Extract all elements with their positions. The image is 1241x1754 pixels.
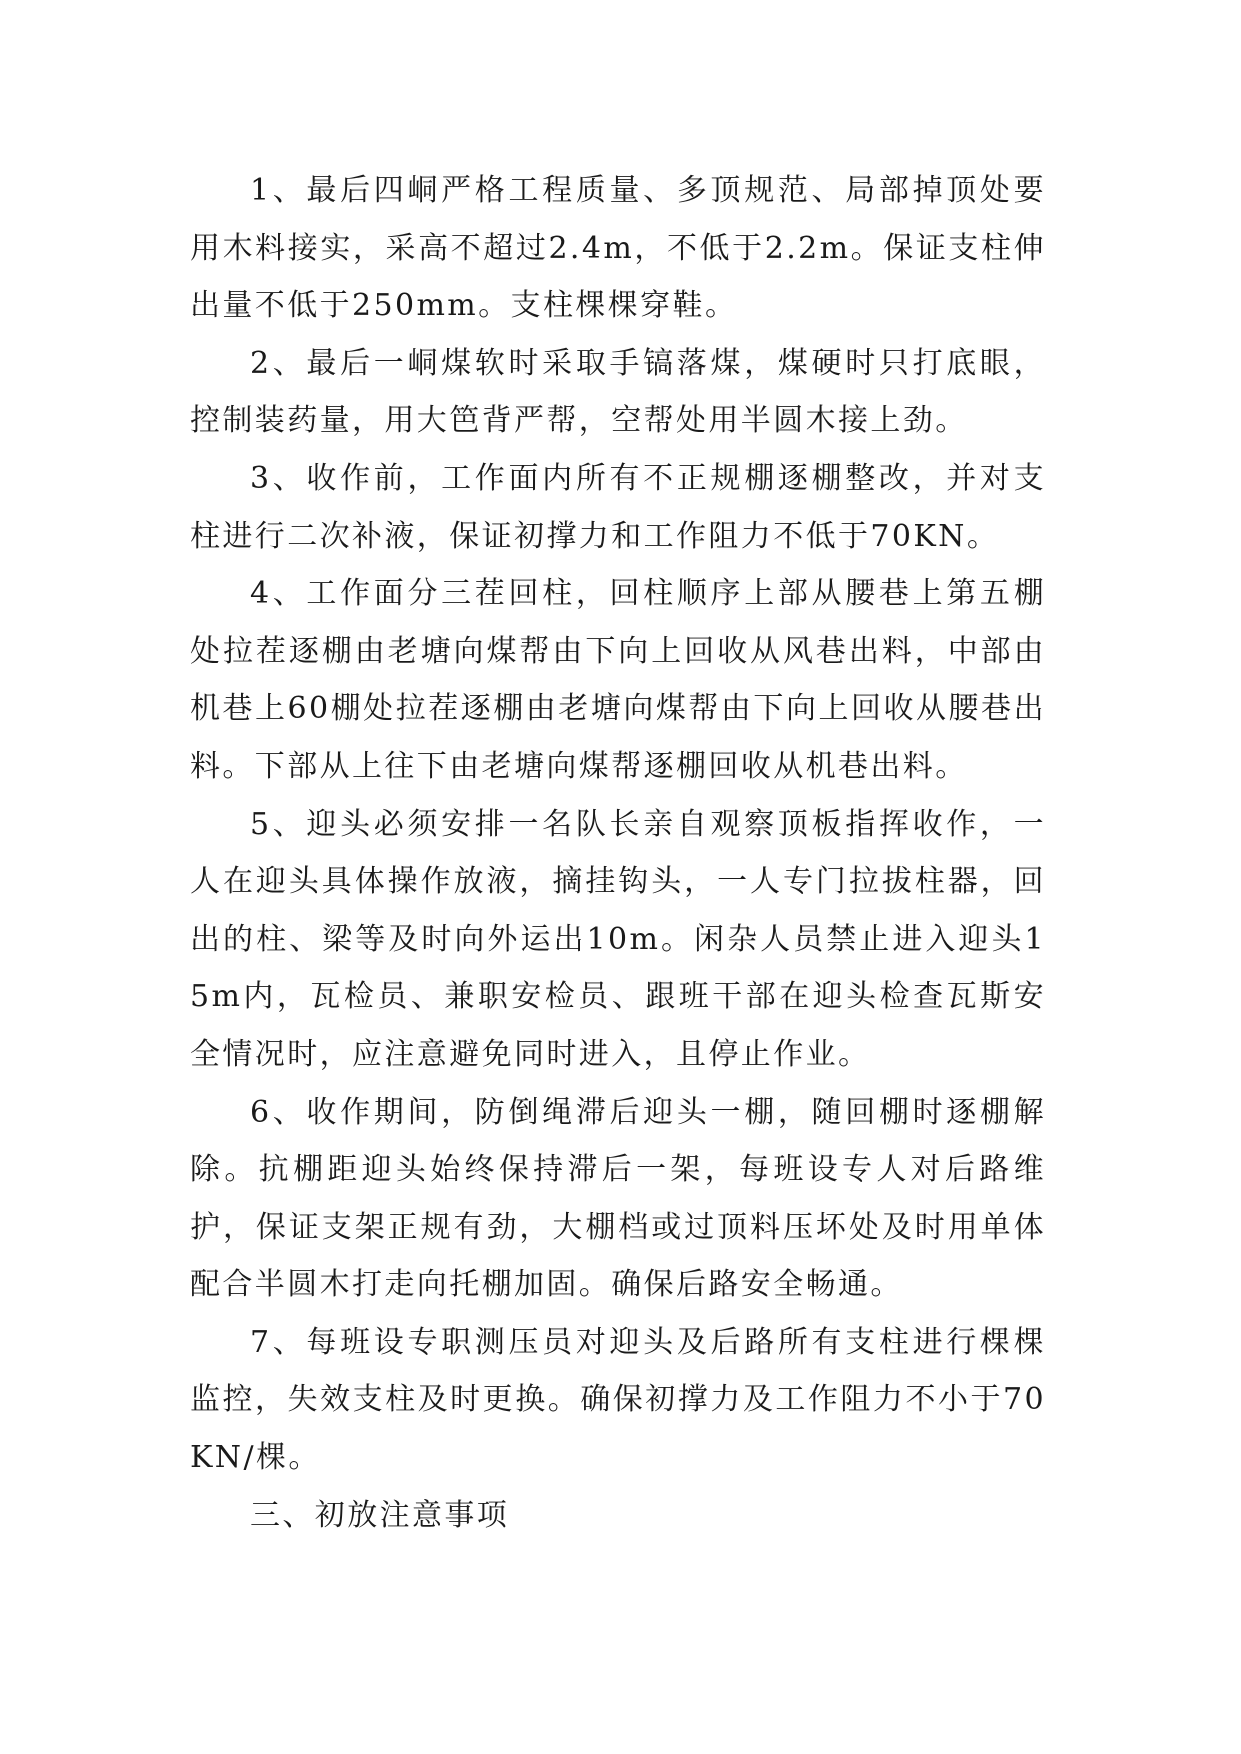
paragraph-4: 4、工作面分三茬回柱，回柱顺序上部从腰巷上第五棚处拉茬逐棚由老塘向煤帮由下向上回收从风巷出料，中部由机巷上60棚处拉茬逐棚由老塘向煤帮由下向上回收从腰巷出料。下部从上往下由老塘向煤帮逐棚回收从机巷出料。 <box>190 576 1046 784</box>
paragraph-3: 3、收作前，工作面内所有不正规棚逐棚整改，并对支柱进行二次补液，保证初撑力和工作阻力不低于70KN。 <box>190 460 1046 554</box>
section-heading: 三、初放注意事项 <box>250 1497 510 1533</box>
paragraph-1: 1、最后四峒严格工程质量、多顶规范、局部掉顶处要用木料接实，采高不超过2.4m，不低于2.2m。保证支柱伸出量不低于250mm。支柱棵棵穿鞋。 <box>190 173 1046 324</box>
paragraph-5: 5、迎头必须安排一名队长亲自观察顶板指挥收作，一人在迎头具体操作放液，摘挂钩头，一人专门拉拔柱器，回出的柱、梁等及时向外运出10m。闲杂人员禁止进入迎头15m内，瓦检员、兼职安检员、跟班干部在迎头检查瓦斯安全情况时，应注意避免同时进入，且停止作业。 <box>190 806 1046 1072</box>
document-body <box>190 162 1046 1544</box>
paragraph-7: 7、每班设专职测压员对迎头及后路所有支柱进行棵棵监控，失效支柱及时更换。确保初撑力及工作阻力不小于70KN/棵。 <box>190 1324 1046 1476</box>
paragraph-6: 6、收作期间，防倒绳滞后迎头一棚，随回棚时逐棚解除。抗棚距迎头始终保持滞后一架，每班设专人对后路维护，保证支架正规有劲，大棚档或过顶料压坏处及时用单体配合半圆木打走向托棚加固。确保后路安全畅通。 <box>190 1094 1046 1303</box>
paragraph-2: 2、最后一峒煤软时采取手镐落煤，煤硬时只打底眼，控制装药量，用大笆背严帮，空帮处用半圆木接上劲。 <box>190 345 1046 439</box>
